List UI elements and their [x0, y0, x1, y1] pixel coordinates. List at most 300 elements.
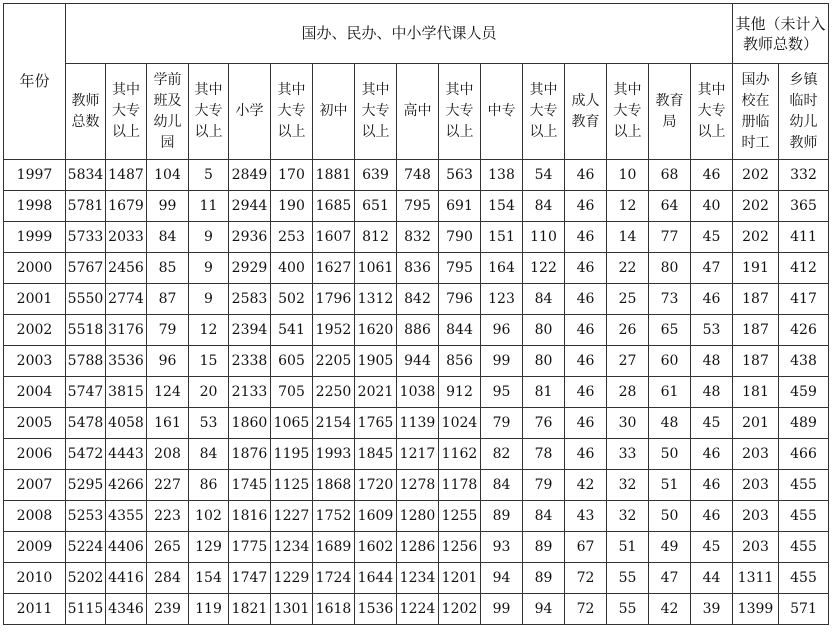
table-cell: 912 — [439, 377, 481, 408]
col-header-adult-education: 成人 教育 — [565, 64, 607, 160]
table-cell: 5224 — [66, 532, 106, 563]
col-header-primary-college: 其中 大专 以上 — [271, 64, 313, 160]
table-cell: 227 — [147, 470, 189, 501]
table-row — [4, 191, 829, 222]
table-cell: 15 — [189, 346, 229, 377]
table-cell: 3815 — [106, 377, 147, 408]
table-cell: 795 — [397, 191, 439, 222]
table-cell: 47 — [691, 253, 733, 284]
year-cell: 2010 — [4, 563, 66, 594]
table-cell: 84 — [523, 284, 565, 315]
table-cell: 1881 — [313, 160, 355, 191]
table-cell: 89 — [481, 501, 523, 532]
table-row — [4, 284, 829, 315]
table-row — [4, 253, 829, 284]
table-cell: 10 — [607, 160, 649, 191]
table-cell: 46 — [565, 191, 607, 222]
table-cell: 79 — [481, 408, 523, 439]
table-cell: 33 — [607, 439, 649, 470]
table-cell: 2936 — [229, 222, 271, 253]
table-cell: 164 — [481, 253, 523, 284]
table-row — [4, 563, 829, 594]
table-cell: 365 — [779, 191, 829, 222]
table-cell: 99 — [481, 594, 523, 625]
table-cell: 73 — [649, 284, 691, 315]
table-cell: 1162 — [439, 439, 481, 470]
table-cell: 55 — [607, 563, 649, 594]
year-cell: 2003 — [4, 346, 66, 377]
table-cell: 102 — [189, 501, 229, 532]
table-cell: 502 — [271, 284, 313, 315]
table-cell: 1224 — [397, 594, 439, 625]
table-cell: 50 — [649, 439, 691, 470]
col-header-primary: 小学 — [229, 64, 271, 160]
table-cell: 60 — [649, 346, 691, 377]
table-cell: 1816 — [229, 501, 271, 532]
table-cell: 651 — [355, 191, 397, 222]
table-row — [4, 222, 829, 253]
table-cell: 46 — [691, 470, 733, 501]
table-cell: 202 — [733, 160, 779, 191]
table-cell: 78 — [523, 439, 565, 470]
table-cell: 187 — [733, 315, 779, 346]
table-cell: 22 — [607, 253, 649, 284]
table-cell: 2583 — [229, 284, 271, 315]
year-cell: 2004 — [4, 377, 66, 408]
table-cell: 89 — [523, 532, 565, 563]
table-cell: 2944 — [229, 191, 271, 222]
table-cell: 187 — [733, 284, 779, 315]
table-cell: 89 — [523, 563, 565, 594]
table-cell: 1234 — [271, 532, 313, 563]
table-cell: 438 — [779, 346, 829, 377]
table-cell: 181 — [733, 377, 779, 408]
table-cell: 5733 — [66, 222, 106, 253]
table-cell: 1775 — [229, 532, 271, 563]
table-cell: 5747 — [66, 377, 106, 408]
table-cell: 944 — [397, 346, 439, 377]
table-cell: 9 — [189, 222, 229, 253]
table-cell: 161 — [147, 408, 189, 439]
table-cell: 48 — [649, 408, 691, 439]
table-cell: 886 — [397, 315, 439, 346]
table-row — [4, 377, 829, 408]
year-cell: 2008 — [4, 501, 66, 532]
table-cell: 466 — [779, 439, 829, 470]
table-cell: 1876 — [229, 439, 271, 470]
table-cell: 203 — [733, 470, 779, 501]
table-cell: 48 — [691, 377, 733, 408]
table-cell: 2021 — [355, 377, 397, 408]
table-cell: 1065 — [271, 408, 313, 439]
table-cell: 82 — [481, 439, 523, 470]
table-cell: 571 — [779, 594, 829, 625]
table-row — [4, 160, 829, 191]
table-cell: 68 — [649, 160, 691, 191]
table-cell: 332 — [779, 160, 829, 191]
table-cell: 61 — [649, 377, 691, 408]
table-cell: 81 — [523, 377, 565, 408]
table-cell: 27 — [607, 346, 649, 377]
table-cell: 1178 — [439, 470, 481, 501]
table-cell: 2133 — [229, 377, 271, 408]
year-cell: 2005 — [4, 408, 66, 439]
table-cell: 42 — [565, 470, 607, 501]
table-cell: 67 — [565, 532, 607, 563]
table-cell: 94 — [523, 594, 565, 625]
table-cell: 1609 — [355, 501, 397, 532]
table-cell: 53 — [189, 408, 229, 439]
table-row — [4, 408, 829, 439]
table-cell: 80 — [523, 346, 565, 377]
table-cell: 253 — [271, 222, 313, 253]
table-cell: 639 — [355, 160, 397, 191]
table-cell: 1845 — [355, 439, 397, 470]
table-cell: 1720 — [355, 470, 397, 501]
table-cell: 190 — [271, 191, 313, 222]
table-cell: 12 — [189, 315, 229, 346]
table-cell: 1280 — [397, 501, 439, 532]
table-cell: 1796 — [313, 284, 355, 315]
table-cell: 203 — [733, 532, 779, 563]
table-cell: 426 — [779, 315, 829, 346]
table-cell: 2394 — [229, 315, 271, 346]
table-cell: 1227 — [271, 501, 313, 532]
table-cell: 5550 — [66, 284, 106, 315]
col-header-junior: 初中 — [313, 64, 355, 160]
table-cell: 48 — [691, 346, 733, 377]
table-cell: 411 — [779, 222, 829, 253]
table-cell: 4416 — [106, 563, 147, 594]
table-cell: 122 — [523, 253, 565, 284]
col-header-temp-kindergarten: 乡镇 临时 幼儿 教师 — [779, 64, 829, 160]
table-cell: 2250 — [313, 377, 355, 408]
table-cell: 84 — [189, 439, 229, 470]
table-cell: 1061 — [355, 253, 397, 284]
table-cell: 110 — [523, 222, 565, 253]
table-cell: 76 — [523, 408, 565, 439]
table-cell: 46 — [565, 377, 607, 408]
table-cell: 30 — [607, 408, 649, 439]
table-cell: 99 — [147, 191, 189, 222]
table-cell: 80 — [523, 315, 565, 346]
table-cell: 1618 — [313, 594, 355, 625]
year-cell: 2006 — [4, 439, 66, 470]
table-cell: 5788 — [66, 346, 106, 377]
year-cell: 2000 — [4, 253, 66, 284]
table-cell: 1255 — [439, 501, 481, 532]
col-header-total-teachers: 教师 总数 — [66, 64, 106, 160]
table-cell: 54 — [523, 160, 565, 191]
table-cell: 14 — [607, 222, 649, 253]
table-cell: 1312 — [355, 284, 397, 315]
table-cell: 32 — [607, 470, 649, 501]
table-cell: 3176 — [106, 315, 147, 346]
table-cell: 46 — [691, 501, 733, 532]
table-cell: 47 — [649, 563, 691, 594]
table-cell: 842 — [397, 284, 439, 315]
table-cell: 1038 — [397, 377, 439, 408]
table-cell: 2456 — [106, 253, 147, 284]
table-cell: 4443 — [106, 439, 147, 470]
col-header-senior: 高中 — [397, 64, 439, 160]
year-cell: 1999 — [4, 222, 66, 253]
table-cell: 3536 — [106, 346, 147, 377]
table-cell: 1229 — [271, 563, 313, 594]
table-cell: 45 — [691, 408, 733, 439]
table-cell: 5478 — [66, 408, 106, 439]
table-cell: 4058 — [106, 408, 147, 439]
table-cell: 2929 — [229, 253, 271, 284]
table-cell: 1627 — [313, 253, 355, 284]
year-cell: 2002 — [4, 315, 66, 346]
table-cell: 605 — [271, 346, 313, 377]
year-cell: 2011 — [4, 594, 66, 625]
table-cell: 1602 — [355, 532, 397, 563]
year-cell: 1998 — [4, 191, 66, 222]
table-cell: 1234 — [397, 563, 439, 594]
table-header — [4, 4, 829, 160]
table-cell: 84 — [147, 222, 189, 253]
table-cell: 46 — [565, 315, 607, 346]
table-cell: 119 — [189, 594, 229, 625]
table-cell: 124 — [147, 377, 189, 408]
table-cell: 28 — [607, 377, 649, 408]
table-cell: 455 — [779, 501, 829, 532]
table-cell: 5518 — [66, 315, 106, 346]
table-cell: 1125 — [271, 470, 313, 501]
table-cell: 1745 — [229, 470, 271, 501]
table-cell: 20 — [189, 377, 229, 408]
table-cell: 844 — [439, 315, 481, 346]
table-cell: 25 — [607, 284, 649, 315]
table-cell: 832 — [397, 222, 439, 253]
col-header-senior-college: 其中 大专 以上 — [439, 64, 481, 160]
table-cell: 95 — [481, 377, 523, 408]
table-cell: 5472 — [66, 439, 106, 470]
table-cell: 5253 — [66, 501, 106, 532]
table-cell: 1024 — [439, 408, 481, 439]
table-cell: 1217 — [397, 439, 439, 470]
table-row — [4, 315, 829, 346]
table-cell: 541 — [271, 315, 313, 346]
table-cell: 86 — [189, 470, 229, 501]
table-cell: 12 — [607, 191, 649, 222]
table-cell: 87 — [147, 284, 189, 315]
table-cell: 202 — [733, 222, 779, 253]
table-cell: 1952 — [313, 315, 355, 346]
table-cell: 856 — [439, 346, 481, 377]
table-cell: 53 — [691, 315, 733, 346]
table-cell: 96 — [481, 315, 523, 346]
table-cell: 412 — [779, 253, 829, 284]
table-cell: 1399 — [733, 594, 779, 625]
table-cell: 1286 — [397, 532, 439, 563]
table-cell: 455 — [779, 532, 829, 563]
table-cell: 459 — [779, 377, 829, 408]
table-cell: 72 — [565, 563, 607, 594]
table-cell: 1536 — [355, 594, 397, 625]
table-cell: 208 — [147, 439, 189, 470]
col-header-vocational: 中专 — [481, 64, 523, 160]
table-cell: 99 — [481, 346, 523, 377]
table-cell: 138 — [481, 160, 523, 191]
table-cell: 1487 — [106, 160, 147, 191]
table-body — [4, 160, 829, 625]
table-cell: 2033 — [106, 222, 147, 253]
col-header-preschool-college: 其中 大专 以上 — [189, 64, 229, 160]
table-cell: 84 — [523, 501, 565, 532]
table-cell: 5834 — [66, 160, 106, 191]
table-cell: 1301 — [271, 594, 313, 625]
main-group-header: 国办、民办、中小学代课人员 — [66, 4, 733, 64]
table-cell: 2774 — [106, 284, 147, 315]
table-cell: 79 — [147, 315, 189, 346]
table-cell: 1993 — [313, 439, 355, 470]
table-cell: 43 — [565, 501, 607, 532]
col-header-total-college: 其中 大专 以上 — [106, 64, 147, 160]
table-cell: 79 — [523, 470, 565, 501]
table-cell: 1905 — [355, 346, 397, 377]
table-cell: 84 — [523, 191, 565, 222]
col-header-temp-workers: 国办 校在 册临 时工 — [733, 64, 779, 160]
table-cell: 45 — [691, 532, 733, 563]
table-cell: 455 — [779, 470, 829, 501]
year-cell: 2007 — [4, 470, 66, 501]
year-cell: 2001 — [4, 284, 66, 315]
table-cell: 1752 — [313, 501, 355, 532]
col-header-preschool: 学前 班及 幼儿 园 — [147, 64, 189, 160]
table-cell: 1765 — [355, 408, 397, 439]
table-cell: 9 — [189, 253, 229, 284]
table-cell: 46 — [691, 284, 733, 315]
table-cell: 2205 — [313, 346, 355, 377]
table-cell: 748 — [397, 160, 439, 191]
table-cell: 1607 — [313, 222, 355, 253]
table-cell: 2338 — [229, 346, 271, 377]
table-cell: 1685 — [313, 191, 355, 222]
table-row — [4, 439, 829, 470]
table-cell: 45 — [691, 222, 733, 253]
table-cell: 5295 — [66, 470, 106, 501]
table-cell: 1201 — [439, 563, 481, 594]
table-cell: 51 — [649, 470, 691, 501]
table-cell: 691 — [439, 191, 481, 222]
table-cell: 5 — [189, 160, 229, 191]
table-cell: 65 — [649, 315, 691, 346]
table-cell: 104 — [147, 160, 189, 191]
table-cell: 77 — [649, 222, 691, 253]
table-cell: 1139 — [397, 408, 439, 439]
table-cell: 796 — [439, 284, 481, 315]
table-cell: 32 — [607, 501, 649, 532]
table-cell: 1195 — [271, 439, 313, 470]
table-cell: 11 — [189, 191, 229, 222]
table-row — [4, 470, 829, 501]
table-cell: 1620 — [355, 315, 397, 346]
other-group-header: 其他（未计入教师总数） — [733, 4, 829, 64]
year-header: 年份 — [4, 4, 66, 160]
table-row — [4, 501, 829, 532]
table-cell: 123 — [481, 284, 523, 315]
table-cell: 239 — [147, 594, 189, 625]
table-cell: 46 — [691, 439, 733, 470]
table-cell: 42 — [649, 594, 691, 625]
teacher-statistics-table — [3, 3, 829, 625]
table-cell: 5115 — [66, 594, 106, 625]
table-cell: 46 — [565, 284, 607, 315]
table-cell: 84 — [481, 470, 523, 501]
table-cell: 26 — [607, 315, 649, 346]
table-cell: 170 — [271, 160, 313, 191]
table-cell: 46 — [565, 160, 607, 191]
table-cell: 563 — [439, 160, 481, 191]
table-cell: 5781 — [66, 191, 106, 222]
table-cell: 39 — [691, 594, 733, 625]
table-cell: 417 — [779, 284, 829, 315]
table-cell: 1644 — [355, 563, 397, 594]
table-cell: 812 — [355, 222, 397, 253]
table-cell: 1821 — [229, 594, 271, 625]
table-cell: 1679 — [106, 191, 147, 222]
table-cell: 705 — [271, 377, 313, 408]
table-cell: 1256 — [439, 532, 481, 563]
table-cell: 1311 — [733, 563, 779, 594]
table-cell: 94 — [481, 563, 523, 594]
table-cell: 96 — [147, 346, 189, 377]
table-cell: 154 — [481, 191, 523, 222]
table-cell: 72 — [565, 594, 607, 625]
table-cell: 64 — [649, 191, 691, 222]
table-cell: 489 — [779, 408, 829, 439]
table-cell: 1689 — [313, 532, 355, 563]
table-cell: 455 — [779, 563, 829, 594]
table-cell: 203 — [733, 501, 779, 532]
table-cell: 129 — [189, 532, 229, 563]
table-cell: 154 — [189, 563, 229, 594]
table-cell: 51 — [607, 532, 649, 563]
table-cell: 1860 — [229, 408, 271, 439]
table-row — [4, 532, 829, 563]
table-cell: 191 — [733, 253, 779, 284]
table-cell: 400 — [271, 253, 313, 284]
year-cell: 1997 — [4, 160, 66, 191]
table-cell: 790 — [439, 222, 481, 253]
table-cell: 1202 — [439, 594, 481, 625]
table-cell: 1747 — [229, 563, 271, 594]
table-cell: 46 — [565, 439, 607, 470]
table-cell: 49 — [649, 532, 691, 563]
table-cell: 795 — [439, 253, 481, 284]
col-header-adult-college: 其中 大专 以上 — [607, 64, 649, 160]
year-cell: 2009 — [4, 532, 66, 563]
table-cell: 4406 — [106, 532, 147, 563]
table-cell: 2154 — [313, 408, 355, 439]
table-cell: 80 — [649, 253, 691, 284]
table-cell: 85 — [147, 253, 189, 284]
col-header-bureau-college: 其中 大专 以上 — [691, 64, 733, 160]
table-cell: 4266 — [106, 470, 147, 501]
table-row — [4, 346, 829, 377]
table-cell: 46 — [565, 346, 607, 377]
table-cell: 203 — [733, 439, 779, 470]
table-cell: 50 — [649, 501, 691, 532]
col-header-vocational-college: 其中 大专 以上 — [523, 64, 565, 160]
col-header-education-bureau: 教育 局 — [649, 64, 691, 160]
table-cell: 1278 — [397, 470, 439, 501]
table-cell: 46 — [565, 408, 607, 439]
table-cell: 4355 — [106, 501, 147, 532]
